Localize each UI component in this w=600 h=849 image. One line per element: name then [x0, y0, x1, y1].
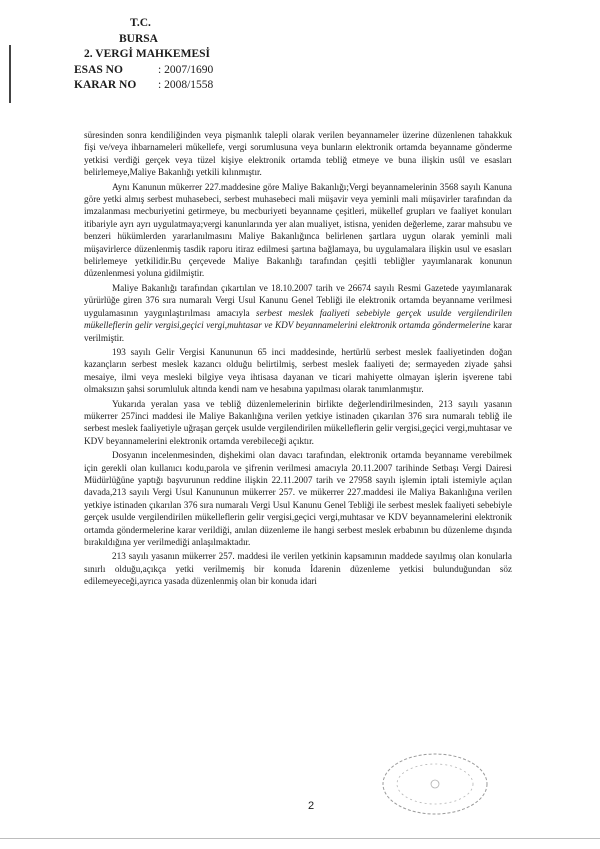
court-stamp-icon	[376, 752, 494, 822]
paragraph-3-italic: serbest meslek faaliyeti sebebiyle gerçek usulde vergilendirilen mükelleflerin gelir vergisi,geçici vergi,muhtasar ve KDV beyannamelerini elektronik ortamda göndermelerine	[84, 307, 512, 331]
paragraph-7: 213 sayılı yasanın mükerrer 257. maddesi ile verilen yetkinin kapsamının maddede sayılmış olan konularla sınırlı olduğu,açıkça yetki verilmemiş bir konuda İdarenin düzenleme yetkisi bulunduğundan söz edilemeyeceği,ayrıca yasada düzenlenmiş olan bir konuda idari	[84, 551, 512, 587]
paragraph-6: Dosyanın incelenmesinden, dişhekimi olan davacı tarafından, elektronik ortamda beyanname verebilmek için gerekli olan kullanıcı kodu,parola ve şifrenin verilmesi amacıyla 20.11.2007 tarihinde Setbaşı Vergi Dairesi Müdürlüğüne yaptığı başvurunun reddine ilişkin 22.11.2007 tarih ve 27958 sayılı işlemin iptali istemiyle açılan davada,213 sayılı Vergi Usul Kanununun mükerrer 257. ve mükerrer 227.maddesi ile Maliya Bakanlığına verilen yetkiye istinaden çıkarılan 376 sıra numaralı Vergi Usul Kanunu Genel Tebliği ile serbest meslek faaliyeti sebebiyle gerçek usulde vergilendirilen mükelleflerin gelir vergisi,geçici vergi,muhtasar ve KDV beyannamelerini elektronik ortamda göndermelerine karar verildiği, anılan düzenleme ile hangi serbest meslek erbabının bu düzenleme dışında bırakıldığına yer verilmediği anlaşılmaktadır.	[84, 450, 512, 547]
paragraph-2: Aynı Kanunun mükerrer 227.maddesine göre Maliye Bakanlığı;Vergi beyannamelerinin 3568 sayılı Kanuna göre yetki almış serbest muhasebeci, serbest muhasebeci mali müşavir veya yeminli mali müşavirler tarafından da imzalanması mecburiyetini getirmeye, bu mecburiyeti beyanname çeşitleri, mükellef grupları ve faaliyet konuları itibariyle ayrı ayrı uygulatmaya;vergi kanunlarında yer alan mualiyet, istisna, yeniden değerleme, zarar mahsubu ve benzeri hükümlerden yararlanılmasını Maliye Bakanlığınca belirlenen şartlara uygun olarak yeminli mali müşavirlerce düzenlenmiş tasdik raporu itiraz edilmesi şartına bağlamaya, bu uygulamalara ilişkin usul ve esasları belirlemeye yetkilidir.Bu çerçevede Maliye Bakanlığı tarafından çeşitli tebliğler yayımlanarak konunun düzenlenmesi yoluna gidilmiştir.	[84, 181, 512, 279]
header-country: T.C.	[130, 17, 151, 29]
paragraph-3-text-a: Maliye Bakanlığı tarafından çıkartılan ve 18.10.2007 tarih ve 26674 sayılı Resmi Gazetede yayımlanarak yürürlüğe giren 376 sıra numaralı Vergi Usul Kanunu Genel Tebliği ile elektronik ortamda beyanname verilmesi uygulamasının yaygınlaştırılması amacıyla	[84, 282, 512, 318]
paragraph-5: Yukarıda yeralan yasa ve tebliğ düzenlemelerinin birlikte değerlendirilmesinden, 213 sayılı yasanın mükerrer 257inci maddesi ile Maliye Bakanlığına verilen yetkiye istinaden çıkarılan 376 sıra numaralı tebliğ ile serbest meslek faaliyetiyle uğraşan gerçek usulde vergilendirilen mükelleflerin gelir vergisi,geçici vergi,muhtasar ve KDV beyannamelerini elektronik ortamda verebileceği açıktır.	[84, 398, 512, 446]
bottom-scan-rule	[0, 838, 600, 839]
document-body	[84, 129, 512, 590]
paragraph-1: süresinden sonra kendiliğinden veya pişmanlık talepli olarak verilen beyannameler üzerine düzenlenen tahakkuk fişi ve/veya ihbarnameleri mükellefe, vergi sorumlusuna veya bunların elektronik ortamda beyanname gönderme yetkisi verdiği gerçek veya tüzel kişiye elektronik ortamda tebliğ etmeye ve buna ilişkin usûl ve esasları belirlemeye,Maliye Bakanlığı yetkili kılınmıştır.	[84, 130, 512, 178]
paragraph-4: 193 sayılı Gelir Vergisi Kanununun 65 inci maddesinde, hertürlü serbest meslek faaliyetinden doğan kazançların serbest meslek kazancı olduğu belirtilmiş, serbest meslek faaliyeti de; sermayeden ziyade şahsi mesaiye, ilmi veya mesleki bilgiye veya ihtisasa dayanan ve ticari mahiyette olmayan işlerin işverene tabi olmaksızın şahsi sorumluluk altında kendi nam ve hesabına yapılması olarak tanımlanmıştır.	[84, 346, 512, 395]
esas-value: : 2007/1690	[158, 63, 214, 76]
karar-label: KARAR NO	[74, 79, 137, 91]
karar-value: : 2008/1558	[158, 79, 214, 91]
header-court: 2. VERGİ MAHKEMESİ	[84, 48, 210, 60]
header-city: BURSA	[119, 32, 158, 45]
esas-label: ESAS NO	[74, 63, 123, 76]
paragraph-3	[84, 282, 512, 344]
paragraph-3-text-b: karar verilmiştir.	[84, 320, 512, 343]
document-header	[0, 16, 600, 94]
page-number: 2	[308, 800, 315, 812]
